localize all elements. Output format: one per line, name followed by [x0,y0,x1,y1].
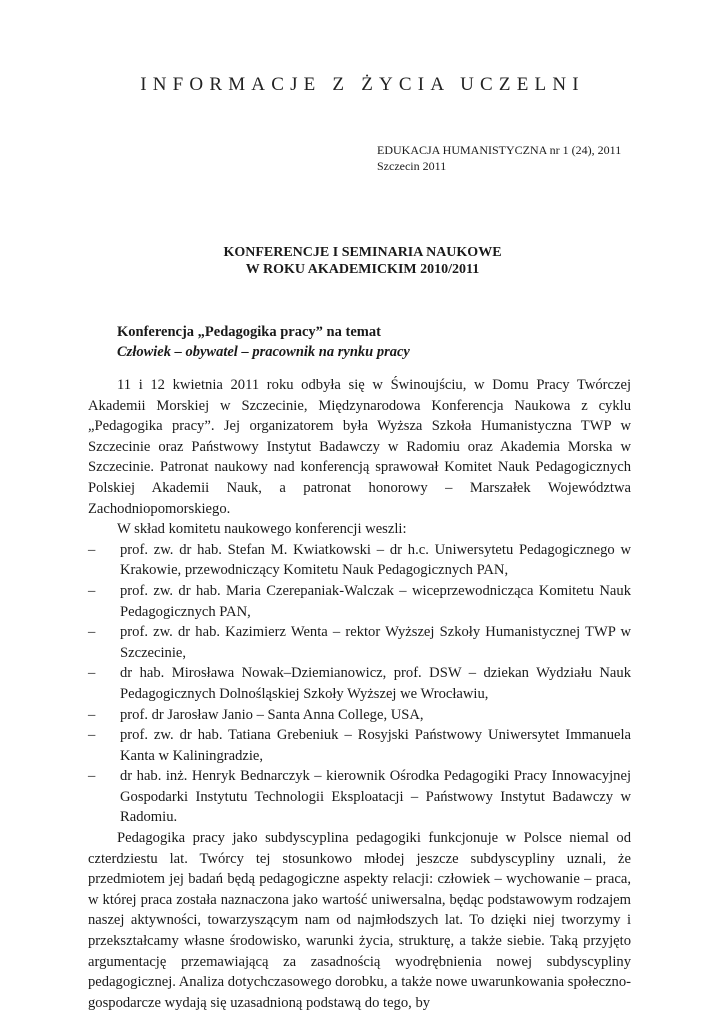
article-body [88,375,631,1013]
list-dash: – [88,706,96,723]
section-heading [117,322,647,362]
committee-item-text: dr hab. Mirosława Nowak–Dziemianowicz, prof. DSW – dziekan Wydziału Nauk Pedagogicznych Dolnośląskiej Szkoły Wyższej we Wrocławiu, [120,665,631,702]
paragraph-intro: 11 i 12 kwietnia 2011 roku odbyła się w Świnoujściu, w Domu Pracy Twórczej Akademii Morskiej w Szczecinie, Międzynarodowa Konferencja Naukowa z cyklu „Pedagogika pracy”. Jej organizatorem była Wyższa Szkoła Humanistyczna TWP w Szczecinie oraz Państwowy Instytut Badawczy w Radomiu oraz Akademia Morska w Szczecinie. Patronat naukowy nad konferencją sprawował Komitet Nauk Pedagogicznych Polskiej Akademii Nauk, a patronat honorowy – Marszałek Województwa Zachodniopomorskiego. [88,377,631,517]
committee-item-text: prof. zw. dr hab. Kazimierz Wenta – rektor Wyższej Szkoły Humanistycznej TWP w Szczecinie, [120,624,631,661]
committee-item-text: prof. zw. dr hab. Maria Czerepaniak-Walczak – wiceprzewodnicząca Komitetu Nauk Pedagogicznych PAN, [120,582,631,620]
paragraph-pedagogy: Pedagogika pracy jako subdyscyplina pedagogiki funkcjonuje w Polsce niemal od czterdziestu lat. Twórcy tej stosunkowo młodej jeszcze subdyscypliny uznali, że przedmiotem jej badań będą pedagogiczne aspekty relacji: człowiek – wychowanie – praca, w której praca została naznaczona jako wartość uniwersalna, będąc podstawowym rodzajem naszej aktywności, towarzyszącym nam od najmłodszych lat. To dzięki niej tworzymy i przekształcamy własne środowisko, warunki życia, strukturę, a także siebie. Taką przyjęto argumentację przemawiającą za zasadnością wyodrębnienia nowej subdyscypliny pedagogicznej. Analiza dotychczasowego dorobku, a także nowe uwarunkowania społeczno-gospodarcze wydają się uzasadnioną podstawą do tego, by [88,830,632,1011]
committee-item-text: prof. dr Jarosław Janio – Santa Anna College, USA, [120,706,424,723]
paragraph-committee-intro: W skład komitetu naukowego konferencji weszli: [117,521,407,538]
running-head: INFORMACJE Z ŻYCIA UCZELNI [140,74,585,95]
main-title-line-1: KONFERENCJE I SEMINARIA NAUKOWE [223,245,502,260]
committee-item-text: prof. zw. dr hab. Tatiana Grebeniuk – Rosyjski Państwowy Uniwersytet Immanuela Kanta w Kaliningradzie, [120,727,631,764]
committee-item [88,540,631,581]
committee-item-text: prof. zw. dr hab. Stefan M. Kwiatkowski – dr h.c. Uniwersytetu Pedagogicznego w Krakowie, przewodniczący Komitetu Nauk Pedagogicznych PAN, [120,541,631,579]
main-title [0,244,725,278]
journal-issue: EDUKACJA HUMANISTYCZNA nr 1 (24), 2011 [377,143,622,157]
list-dash: – [88,727,96,744]
committee-item [88,705,631,726]
journal-info [377,142,677,174]
list-dash: – [88,768,96,785]
committee-item [88,581,631,622]
committee-item-text: dr hab. inż. Henryk Bednarczyk – kierownik Ośrodka Pedagogiki Pracy Innowacyjnej Gospodarki Instytutu Technologii Eksploatacji – Państwowy Instytut Badawczy w Radomiu. [120,768,631,826]
committee-item [88,725,631,766]
committee-item [88,766,631,828]
list-dash: – [88,624,96,641]
committee-list [88,540,631,828]
list-dash: – [88,541,96,558]
list-dash: – [88,582,96,599]
committee-item [88,622,631,663]
main-title-line-2: W ROKU AKADEMICKIM 2010/2011 [245,262,480,277]
list-dash: – [88,665,96,682]
section-heading-subtitle: Człowiek – obywatel – pracownik na rynku pracy [117,344,410,360]
committee-item [88,663,631,704]
journal-place-year: Szczecin 2011 [377,159,447,173]
section-heading-title: Konferencja „Pedagogika pracy” na temat [117,324,381,340]
